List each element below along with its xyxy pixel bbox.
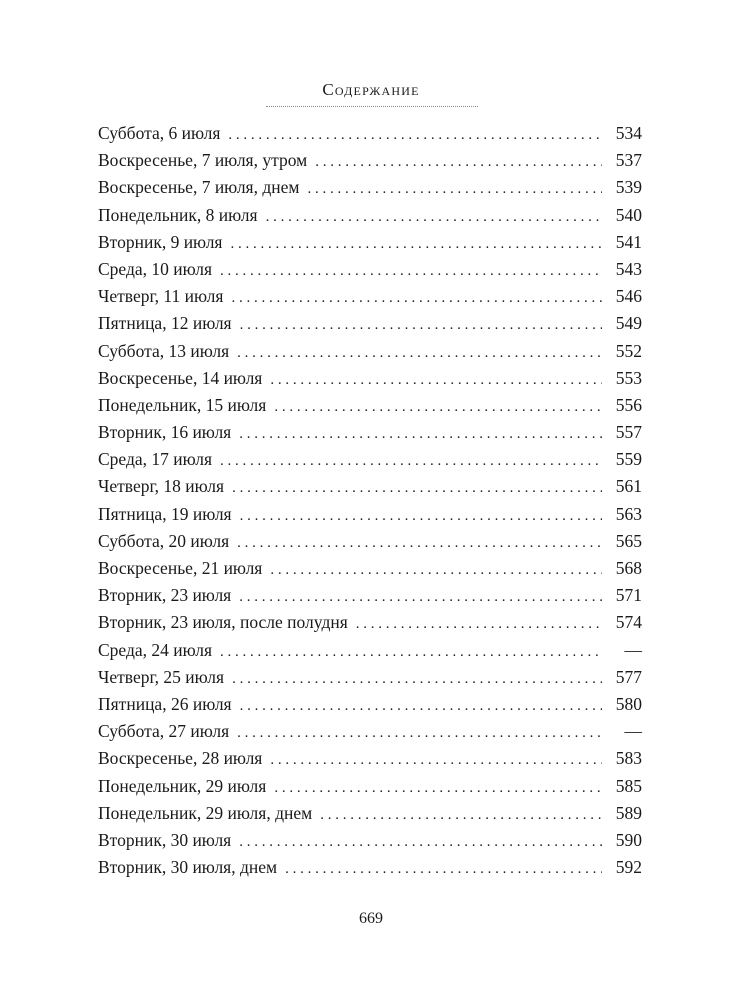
toc-entry-title: Пятница, 12 июля xyxy=(98,313,232,334)
toc-entry[interactable] xyxy=(98,773,642,800)
toc-entry-page: 571 xyxy=(615,585,642,606)
toc-entry-page: 583 xyxy=(615,748,642,769)
toc-entry-page: — xyxy=(624,639,642,660)
dot-leader xyxy=(270,557,602,584)
toc-entry-title: Вторник, 23 июля xyxy=(98,585,232,606)
toc-entry-title: Вторник, 30 июля xyxy=(98,829,232,850)
toc-entry[interactable] xyxy=(98,174,642,201)
toc-entry[interactable] xyxy=(98,229,642,256)
toc-entry-title: Понедельник, 29 июля xyxy=(98,775,267,796)
toc-entry-title: Воскресенье, 28 июля xyxy=(98,748,263,769)
dot-leader xyxy=(285,856,602,883)
toc-entry-page: 563 xyxy=(615,503,642,524)
toc-entry[interactable] xyxy=(98,528,642,555)
dot-leader xyxy=(274,775,602,802)
toc-entry-page: 585 xyxy=(615,775,642,796)
toc-entry-page: 540 xyxy=(615,204,642,225)
toc-entry-page: 574 xyxy=(615,612,642,633)
toc-entry[interactable] xyxy=(98,202,642,229)
dot-leader xyxy=(274,394,602,421)
toc-entry[interactable] xyxy=(98,691,642,718)
toc-entry-page: — xyxy=(624,721,642,742)
toc-entry-page: 557 xyxy=(615,422,642,443)
dot-leader xyxy=(231,285,602,312)
toc-entry-title: Четверг, 25 июля xyxy=(98,666,225,687)
toc-entry-title: Понедельник, 15 июля xyxy=(98,394,267,415)
toc-entry[interactable] xyxy=(98,283,642,310)
toc-entry-title: Суббота, 13 июля xyxy=(98,340,230,361)
toc-entry[interactable] xyxy=(98,637,642,664)
dot-leader xyxy=(239,421,602,448)
toc-entry[interactable] xyxy=(98,338,642,365)
dot-leader xyxy=(240,503,602,530)
toc-entry[interactable] xyxy=(98,501,642,528)
dot-leader xyxy=(240,693,602,720)
dot-leader xyxy=(270,367,602,394)
toc-entry-title: Четверг, 18 июля xyxy=(98,476,225,497)
dot-leader xyxy=(232,475,602,502)
dot-leader xyxy=(320,802,602,829)
toc-entry[interactable] xyxy=(98,147,642,174)
toc-entry-page: 552 xyxy=(615,340,642,361)
toc-entry[interactable] xyxy=(98,473,642,500)
dot-leader xyxy=(228,122,602,149)
dot-leader xyxy=(270,747,602,774)
toc-entry-title: Суббота, 27 июля xyxy=(98,721,230,742)
toc-entry-page: 580 xyxy=(615,693,642,714)
toc-entry-page: 556 xyxy=(615,394,642,415)
toc-entry[interactable] xyxy=(98,800,642,827)
toc-entry[interactable] xyxy=(98,827,642,854)
page-header-title: Содержание xyxy=(322,80,420,99)
toc-entry-title: Пятница, 26 июля xyxy=(98,693,232,714)
toc-entry[interactable] xyxy=(98,609,642,636)
toc-entry-page: 589 xyxy=(615,802,642,823)
toc-entry-page: 568 xyxy=(615,558,642,578)
toc-entry-title: Вторник, 9 июля xyxy=(98,231,223,252)
toc-entry[interactable] xyxy=(98,718,642,745)
toc-entry-page: 561 xyxy=(615,476,642,497)
toc-entry[interactable] xyxy=(98,365,642,392)
toc-entry-page: 541 xyxy=(615,231,642,252)
dot-leader xyxy=(266,204,602,231)
toc-entry[interactable] xyxy=(98,745,642,772)
dot-leader xyxy=(239,829,602,856)
dot-leader xyxy=(237,530,602,557)
dot-leader xyxy=(232,666,602,693)
toc-entry-page: 549 xyxy=(615,313,642,334)
toc-entry[interactable] xyxy=(98,392,642,419)
toc-entry[interactable] xyxy=(98,555,642,582)
toc-entry[interactable] xyxy=(98,256,642,283)
toc-entry-page: 537 xyxy=(615,150,642,171)
toc-entry[interactable] xyxy=(98,120,642,147)
table-of-contents xyxy=(98,120,642,881)
toc-entry-page: 577 xyxy=(615,666,642,687)
dot-leader xyxy=(237,720,602,747)
dot-leader xyxy=(240,312,602,339)
page-number: 669 xyxy=(359,910,383,927)
toc-entry-page: 534 xyxy=(615,123,642,143)
header-divider xyxy=(266,106,478,107)
dot-leader xyxy=(237,340,602,367)
toc-entry-title: Воскресенье, 21 июля xyxy=(98,558,263,578)
toc-entry-page: 553 xyxy=(615,367,642,388)
toc-entry-title: Воскресенье, 14 июля xyxy=(98,367,263,388)
toc-entry-page: 565 xyxy=(615,530,642,551)
toc-entry[interactable] xyxy=(98,664,642,691)
dot-leader xyxy=(239,584,602,611)
toc-entry[interactable] xyxy=(98,854,642,881)
toc-entry-title: Суббота, 20 июля xyxy=(98,530,230,551)
dot-leader xyxy=(220,258,602,285)
toc-entry-title: Вторник, 16 июля xyxy=(98,422,232,443)
toc-entry-title: Вторник, 30 июля, днем xyxy=(98,857,278,878)
toc-entry-page: 546 xyxy=(615,286,642,307)
toc-entry[interactable] xyxy=(98,446,642,473)
dot-leader xyxy=(220,448,602,475)
toc-entry[interactable] xyxy=(98,310,642,337)
dot-leader xyxy=(220,639,602,666)
toc-entry-page: 539 xyxy=(615,177,642,198)
dot-leader xyxy=(356,611,602,638)
toc-entry-title: Понедельник, 8 июля xyxy=(98,204,258,225)
toc-entry-title: Воскресенье, 7 июля, днем xyxy=(98,177,300,198)
toc-entry-page: 559 xyxy=(615,449,642,470)
toc-entry-title: Пятница, 19 июля xyxy=(98,503,232,524)
toc-entry-title: Суббота, 6 июля xyxy=(98,123,221,143)
toc-entry-title: Четверг, 11 июля xyxy=(98,286,224,307)
toc-entry-title: Среда, 10 июля xyxy=(98,258,213,279)
toc-entry[interactable] xyxy=(98,419,642,446)
dot-leader xyxy=(315,149,602,176)
dot-leader xyxy=(307,176,602,203)
toc-entry-page: 592 xyxy=(615,857,642,878)
dot-leader xyxy=(230,231,602,258)
toc-entry-page: 543 xyxy=(615,258,642,279)
toc-entry-page: 590 xyxy=(615,829,642,850)
toc-entry[interactable] xyxy=(98,582,642,609)
toc-entry-title: Вторник, 23 июля, после полудня xyxy=(98,612,348,633)
toc-entry-title: Воскресенье, 7 июля, утром xyxy=(98,150,308,171)
toc-entry-title: Среда, 17 июля xyxy=(98,449,213,470)
toc-entry-title: Понедельник, 29 июля, днем xyxy=(98,802,313,823)
toc-entry-title: Среда, 24 июля xyxy=(98,639,213,660)
